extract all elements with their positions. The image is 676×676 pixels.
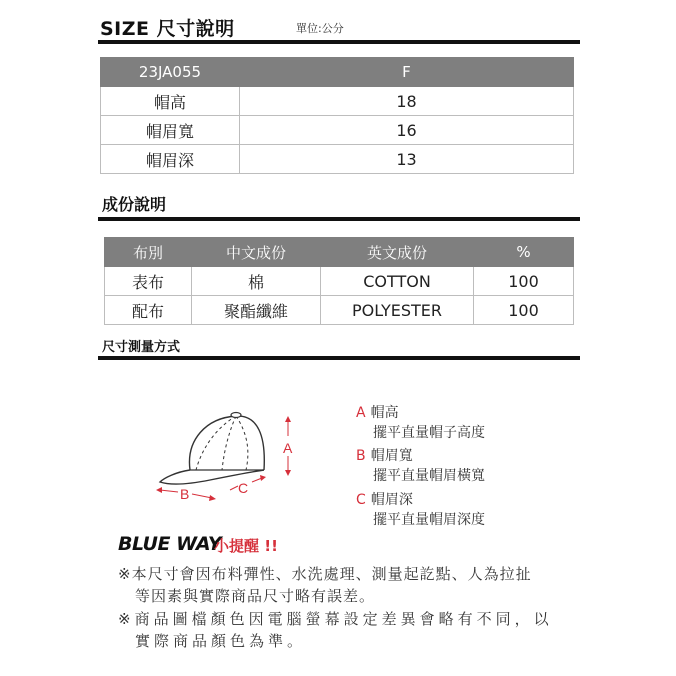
legend-key: A (356, 405, 366, 421)
header-cell: 英文成份 (321, 238, 474, 267)
percent-cell: 100 (474, 267, 574, 296)
cap-brim (160, 470, 264, 484)
table-row (101, 145, 574, 174)
note-line: ※本尺寸會因布料彈性、水洗處理、測量起訖點、人為拉扯 (118, 565, 532, 583)
size-section-title: SIZE 尺寸說明 (100, 18, 235, 40)
cap-seam (236, 416, 248, 470)
arrow-head (209, 495, 216, 501)
measure-section-title: 尺寸測量方式 (102, 340, 181, 355)
header-cell: 中文成份 (192, 238, 321, 267)
material-table (104, 237, 574, 325)
reminder-note (118, 563, 532, 607)
reminder-title: 小提醒 !! (214, 537, 278, 555)
english-material-cell: COTTON (321, 267, 474, 296)
table-row (101, 87, 574, 116)
diagram-label-b: B (180, 486, 190, 502)
depth-arrow (252, 478, 262, 482)
table-row (105, 296, 574, 325)
size-name-cell: 帽眉深 (101, 145, 240, 174)
size-table-header (101, 58, 574, 87)
size-value-cell: 18 (240, 87, 574, 116)
table-row (105, 267, 574, 296)
header-cell: % (474, 238, 574, 267)
legend-title: 帽眉寬 (370, 448, 413, 464)
note-line: 等因素與實際商品尺寸略有誤差。 (135, 587, 376, 605)
width-arrow (160, 490, 178, 492)
material-section-title: 成份說明 (102, 195, 167, 214)
percent-cell: 100 (474, 296, 574, 325)
unit-label: 單位:公分 (296, 22, 344, 35)
size-name-cell: 帽高 (101, 87, 240, 116)
legend-description: 擺平直量帽子高度 (373, 425, 485, 441)
header-cell: 布別 (105, 238, 192, 267)
arrow-head (260, 475, 266, 481)
material-divider (98, 217, 580, 221)
size-value-cell: 16 (240, 116, 574, 145)
legend-item (356, 402, 399, 422)
cap-seam (196, 416, 236, 470)
note-line: ※商品圖檔顏色因電腦螢幕設定差異會略有不同，以 (118, 610, 553, 628)
material-table-header (105, 238, 574, 267)
diagram-label-c: C (238, 480, 249, 496)
cap-crown-outline (189, 416, 264, 470)
arrow-head (285, 470, 291, 476)
legend-description: 擺平直量帽眉橫寬 (373, 468, 485, 484)
cap-diagram (150, 400, 310, 512)
arrow-head (156, 487, 162, 493)
size-name-cell: 帽眉寬 (101, 116, 240, 145)
legend-key: C (356, 492, 366, 508)
table-row (101, 116, 574, 145)
header-cell: F (240, 58, 574, 87)
depth-arrow (230, 486, 238, 490)
legend-title: 帽眉深 (370, 492, 413, 508)
legend-description: 擺平直量帽眉深度 (373, 512, 485, 528)
legend-item (356, 489, 413, 509)
header-cell: 23JA055 (101, 58, 240, 87)
chinese-material-cell: 棉 (192, 267, 321, 296)
size-value-cell: 13 (240, 145, 574, 174)
diagram-label-a: A (283, 440, 293, 456)
brand-logo-text: BLUE WAY (118, 533, 222, 555)
legend-key: B (356, 448, 366, 464)
english-material-cell: POLYESTER (321, 296, 474, 325)
note-line: 實際商品顏色為準。 (135, 632, 307, 650)
arrow-head (285, 416, 291, 422)
cap-button (231, 413, 241, 418)
reminder-note (118, 608, 553, 652)
size-table (100, 57, 574, 174)
legend-item (356, 445, 413, 465)
size-divider (98, 40, 580, 44)
chinese-material-cell: 聚酯纖維 (192, 296, 321, 325)
width-arrow (192, 494, 212, 498)
legend-title: 帽高 (370, 405, 399, 421)
measure-divider (98, 356, 580, 360)
fabric-type-cell: 表布 (105, 267, 192, 296)
fabric-type-cell: 配布 (105, 296, 192, 325)
